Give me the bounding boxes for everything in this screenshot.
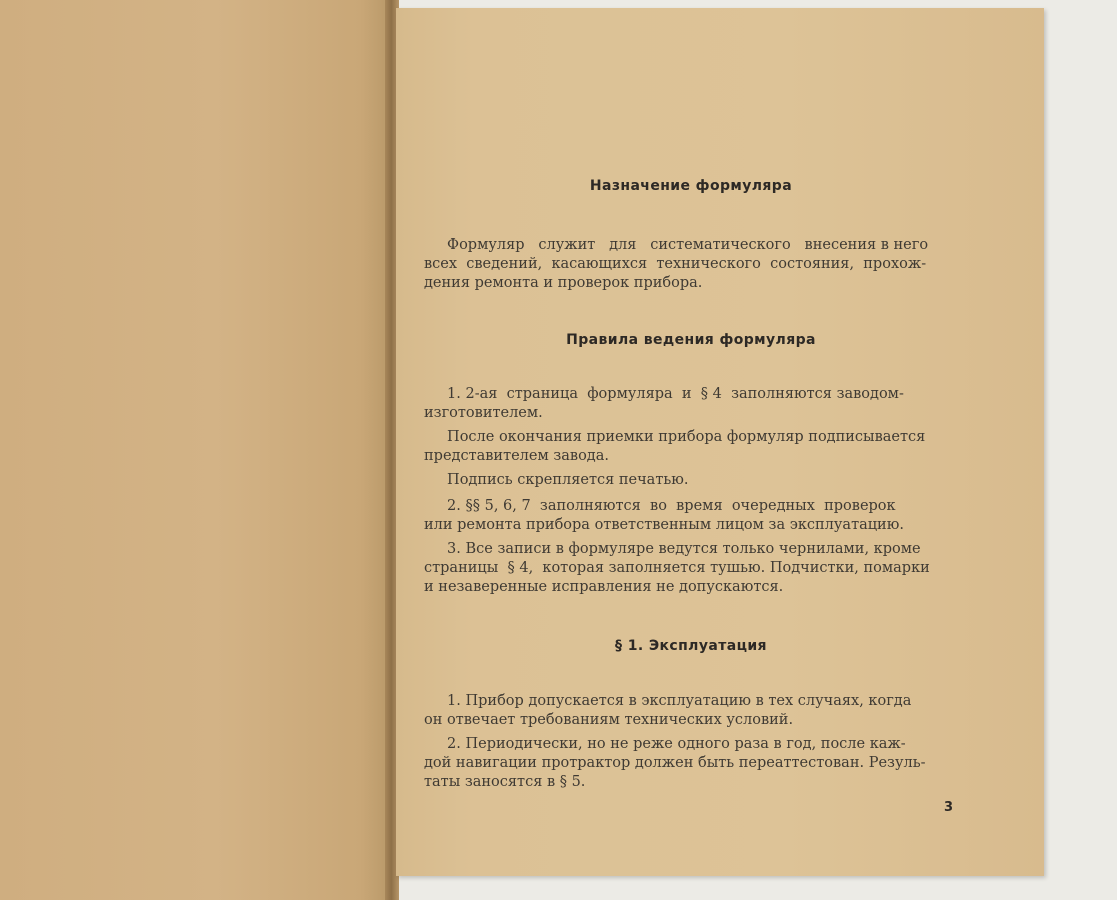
left-blank-page <box>0 0 392 900</box>
section-heading-purpose: Назначение формуляра <box>589 178 793 194</box>
text-line: 1. Прибор допускается в эксплуатацию в тех случаях, когда <box>424 693 912 709</box>
text-line: таты заносятся в § 5. <box>424 774 586 790</box>
section-heading-exploitation: § 1. Эксплуатация <box>615 638 767 654</box>
text-line: 1. 2-ая страница формуляра и § 4 заполняются заводом- <box>424 386 904 402</box>
text-line: страницы § 4, которая заполняется тушью. Подчистки, помарки <box>424 560 930 576</box>
paragraph-exploitation-2 <box>424 735 954 792</box>
text-line: он отвечает требованиям технических условий. <box>424 712 794 728</box>
text-line: 2. Периодически, но не реже одного раза в год, после каж- <box>424 736 906 752</box>
text-line: представителем завода. <box>424 448 609 464</box>
text-line: изготовителем. <box>424 405 543 421</box>
paragraph-rule-3 <box>424 540 954 597</box>
text-line: всех сведений, касающихся технического состояния, прохож- <box>424 256 927 272</box>
right-page <box>396 8 1044 876</box>
paragraph-rule-1 <box>424 385 954 423</box>
text-line: дения ремонта и проверок прибора. <box>424 275 703 291</box>
text-line: Формуляр служит для систематического внесения в него <box>424 237 929 253</box>
text-line: Подпись скрепляется печатью. <box>424 472 689 488</box>
paragraph-rule-stamp <box>424 471 954 490</box>
page-number: 3 <box>944 800 954 815</box>
text-line: 3. Все записи в формуляре ведутся только чернилами, кроме <box>424 541 921 557</box>
text-line: и незаверенные исправления не допускаются. <box>424 579 784 595</box>
text-line: 2. §§ 5, 6, 7 заполняются во время очередных проверок <box>424 498 896 514</box>
section-heading-rules: Правила ведения формуляра <box>566 332 816 348</box>
text-line: дой навигации протрактор должен быть переаттестован. Резуль- <box>424 755 926 771</box>
paragraph-exploitation-1 <box>424 692 954 730</box>
paragraph-rule-acceptance <box>424 428 954 466</box>
paragraph-purpose <box>424 236 954 293</box>
text-line: или ремонта прибора ответственным лицом за эксплуатацию. <box>424 517 904 533</box>
paragraph-rule-2 <box>424 497 954 535</box>
text-line: После окончания приемки прибора формуляр подписывается <box>424 429 926 445</box>
